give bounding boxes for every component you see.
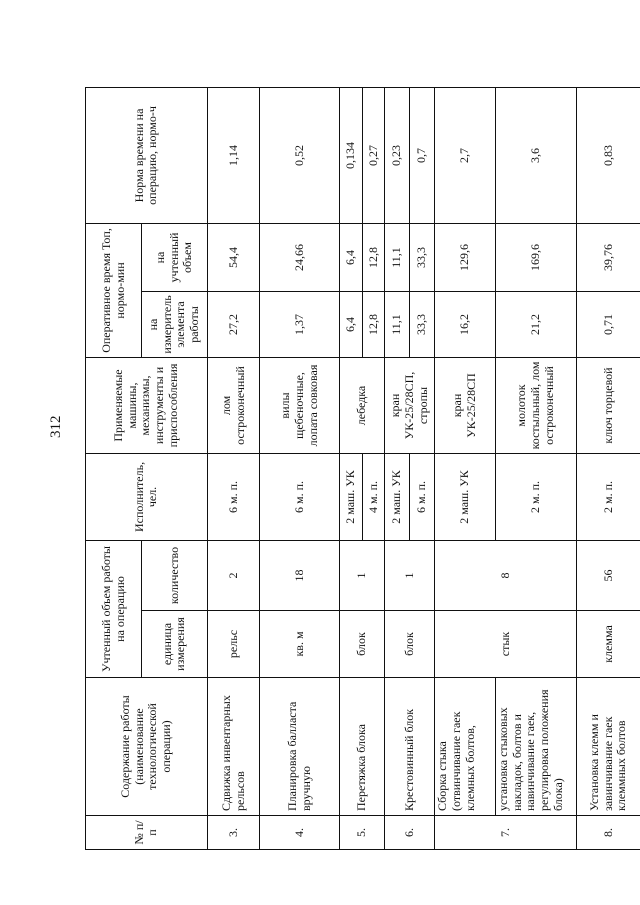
table-header-row [86, 87, 142, 849]
row-norm: 3,6 [495, 87, 576, 223]
header-quantity: количество [142, 540, 207, 610]
row-qty: 1 [385, 540, 435, 610]
row-qty: 18 [260, 540, 340, 610]
row-per-volume: 24,66 [260, 223, 340, 291]
row-per-meter: 1,37 [260, 291, 340, 357]
table-row [576, 87, 640, 849]
header-time-group: Оперативное время Топ, нормо-мин [86, 223, 142, 357]
header-per-meter: на измеритель элемента работы [142, 291, 207, 357]
row-performer: 2 маш. УК [435, 453, 496, 540]
header-performer: Исполнитель, чел. [86, 453, 208, 540]
row-per-meter: 11,1 [385, 291, 410, 357]
table-row [495, 87, 576, 849]
row-content: Сдвижка инвентарных рельсов [207, 678, 260, 816]
row-num: 8. [576, 816, 640, 850]
row-performer: 2 маш. УК [340, 453, 362, 540]
row-norm: 0,83 [576, 87, 640, 223]
row-machines: кран УК-25/28СП, стропы [385, 357, 435, 453]
row-num: 4. [260, 816, 340, 850]
row-num: 6. [385, 816, 435, 850]
rotated-table-container [85, 88, 640, 850]
row-qty: 56 [576, 540, 640, 610]
row-norm: 0,7 [410, 87, 435, 223]
norms-table [85, 87, 640, 850]
row-performer: 2 м. п. [576, 453, 640, 540]
row-per-meter: 16,2 [435, 291, 496, 357]
row-unit: стык [435, 611, 577, 678]
row-content: Установка клемм и завинчивание гаек клеммных болтов [576, 678, 640, 816]
row-content: Перетяжка блока [340, 678, 385, 816]
row-norm: 2,7 [435, 87, 496, 223]
row-qty: 1 [340, 540, 385, 610]
row-num: 7. [435, 816, 577, 850]
row-per-volume: 54,4 [207, 223, 260, 291]
row-content: Планировка балласта вручную [260, 678, 340, 816]
row-per-meter: 27,2 [207, 291, 260, 357]
row-unit: кв. м [260, 611, 340, 678]
row-machines: ключ торцевой [576, 357, 640, 453]
table-row [340, 87, 362, 849]
row-per-volume: 6,4 [340, 223, 362, 291]
row-qty: 8 [435, 540, 577, 610]
row-norm: 0,23 [385, 87, 410, 223]
row-unit: блок [385, 611, 435, 678]
row-performer: 2 маш. УК [385, 453, 410, 540]
row-per-meter: 0,71 [576, 291, 640, 357]
header-content: Содержание работы (наименование технологической операции) [86, 678, 208, 816]
row-per-meter: 6,4 [340, 291, 362, 357]
row-performer: 4 м. п. [362, 453, 384, 540]
row-qty: 2 [207, 540, 260, 610]
row-performer: 2 м. п. [495, 453, 576, 540]
header-unit: единица измерения [142, 611, 207, 678]
row-per-volume: 12,8 [362, 223, 384, 291]
header-volume-group: Учтенный объем работы на операцию [86, 540, 142, 677]
row-per-volume: 169,6 [495, 223, 576, 291]
row-per-meter: 33,3 [410, 291, 435, 357]
row-content: установка стыковых накладок, болтов и навинчивание гаек, регулировка положения блока) [495, 678, 576, 816]
row-content: Сборка стыка (отвинчивание гаек клемных болтов, [435, 678, 496, 816]
row-per-volume: 11,1 [385, 223, 410, 291]
header-norm: Норма времени на операцию, нормо-ч [86, 87, 208, 223]
row-unit: рельс [207, 611, 260, 678]
table-row [207, 87, 260, 849]
row-num: 3. [207, 816, 260, 850]
row-norm: 1,14 [207, 87, 260, 223]
header-machines: Применяемые машины, механизмы, инструменты и приспособления [86, 357, 208, 453]
row-norm: 0,52 [260, 87, 340, 223]
row-per-volume: 129,6 [435, 223, 496, 291]
row-machines: лом остроконечный [207, 357, 260, 453]
row-norm: 0,27 [362, 87, 384, 223]
row-norm: 0,134 [340, 87, 362, 223]
row-machines: лебедка [340, 357, 385, 453]
row-content: Крестовинный блок [385, 678, 435, 816]
row-per-volume: 39,76 [576, 223, 640, 291]
header-per-volume: на учтенный объем [142, 223, 207, 291]
row-num: 5. [340, 816, 385, 850]
row-machines: молоток костыльный, лом остроконечный [495, 357, 576, 453]
row-machines: кран УК-25/28СП [435, 357, 496, 453]
header-num: № п/п [86, 816, 208, 850]
row-per-meter: 12,8 [362, 291, 384, 357]
table-row [385, 87, 410, 849]
row-performer: 6 м. п. [207, 453, 260, 540]
row-machines: вилы щебеночные, лопата совковая [260, 357, 340, 453]
row-per-volume: 33,3 [410, 223, 435, 291]
table-row [435, 87, 496, 849]
page-number: 312 [48, 415, 64, 438]
row-unit: блок [340, 611, 385, 678]
row-unit: клемма [576, 611, 640, 678]
row-performer: 6 м. п. [260, 453, 340, 540]
table-row [260, 87, 340, 849]
row-performer: 6 м. п. [410, 453, 435, 540]
row-per-meter: 21,2 [495, 291, 576, 357]
